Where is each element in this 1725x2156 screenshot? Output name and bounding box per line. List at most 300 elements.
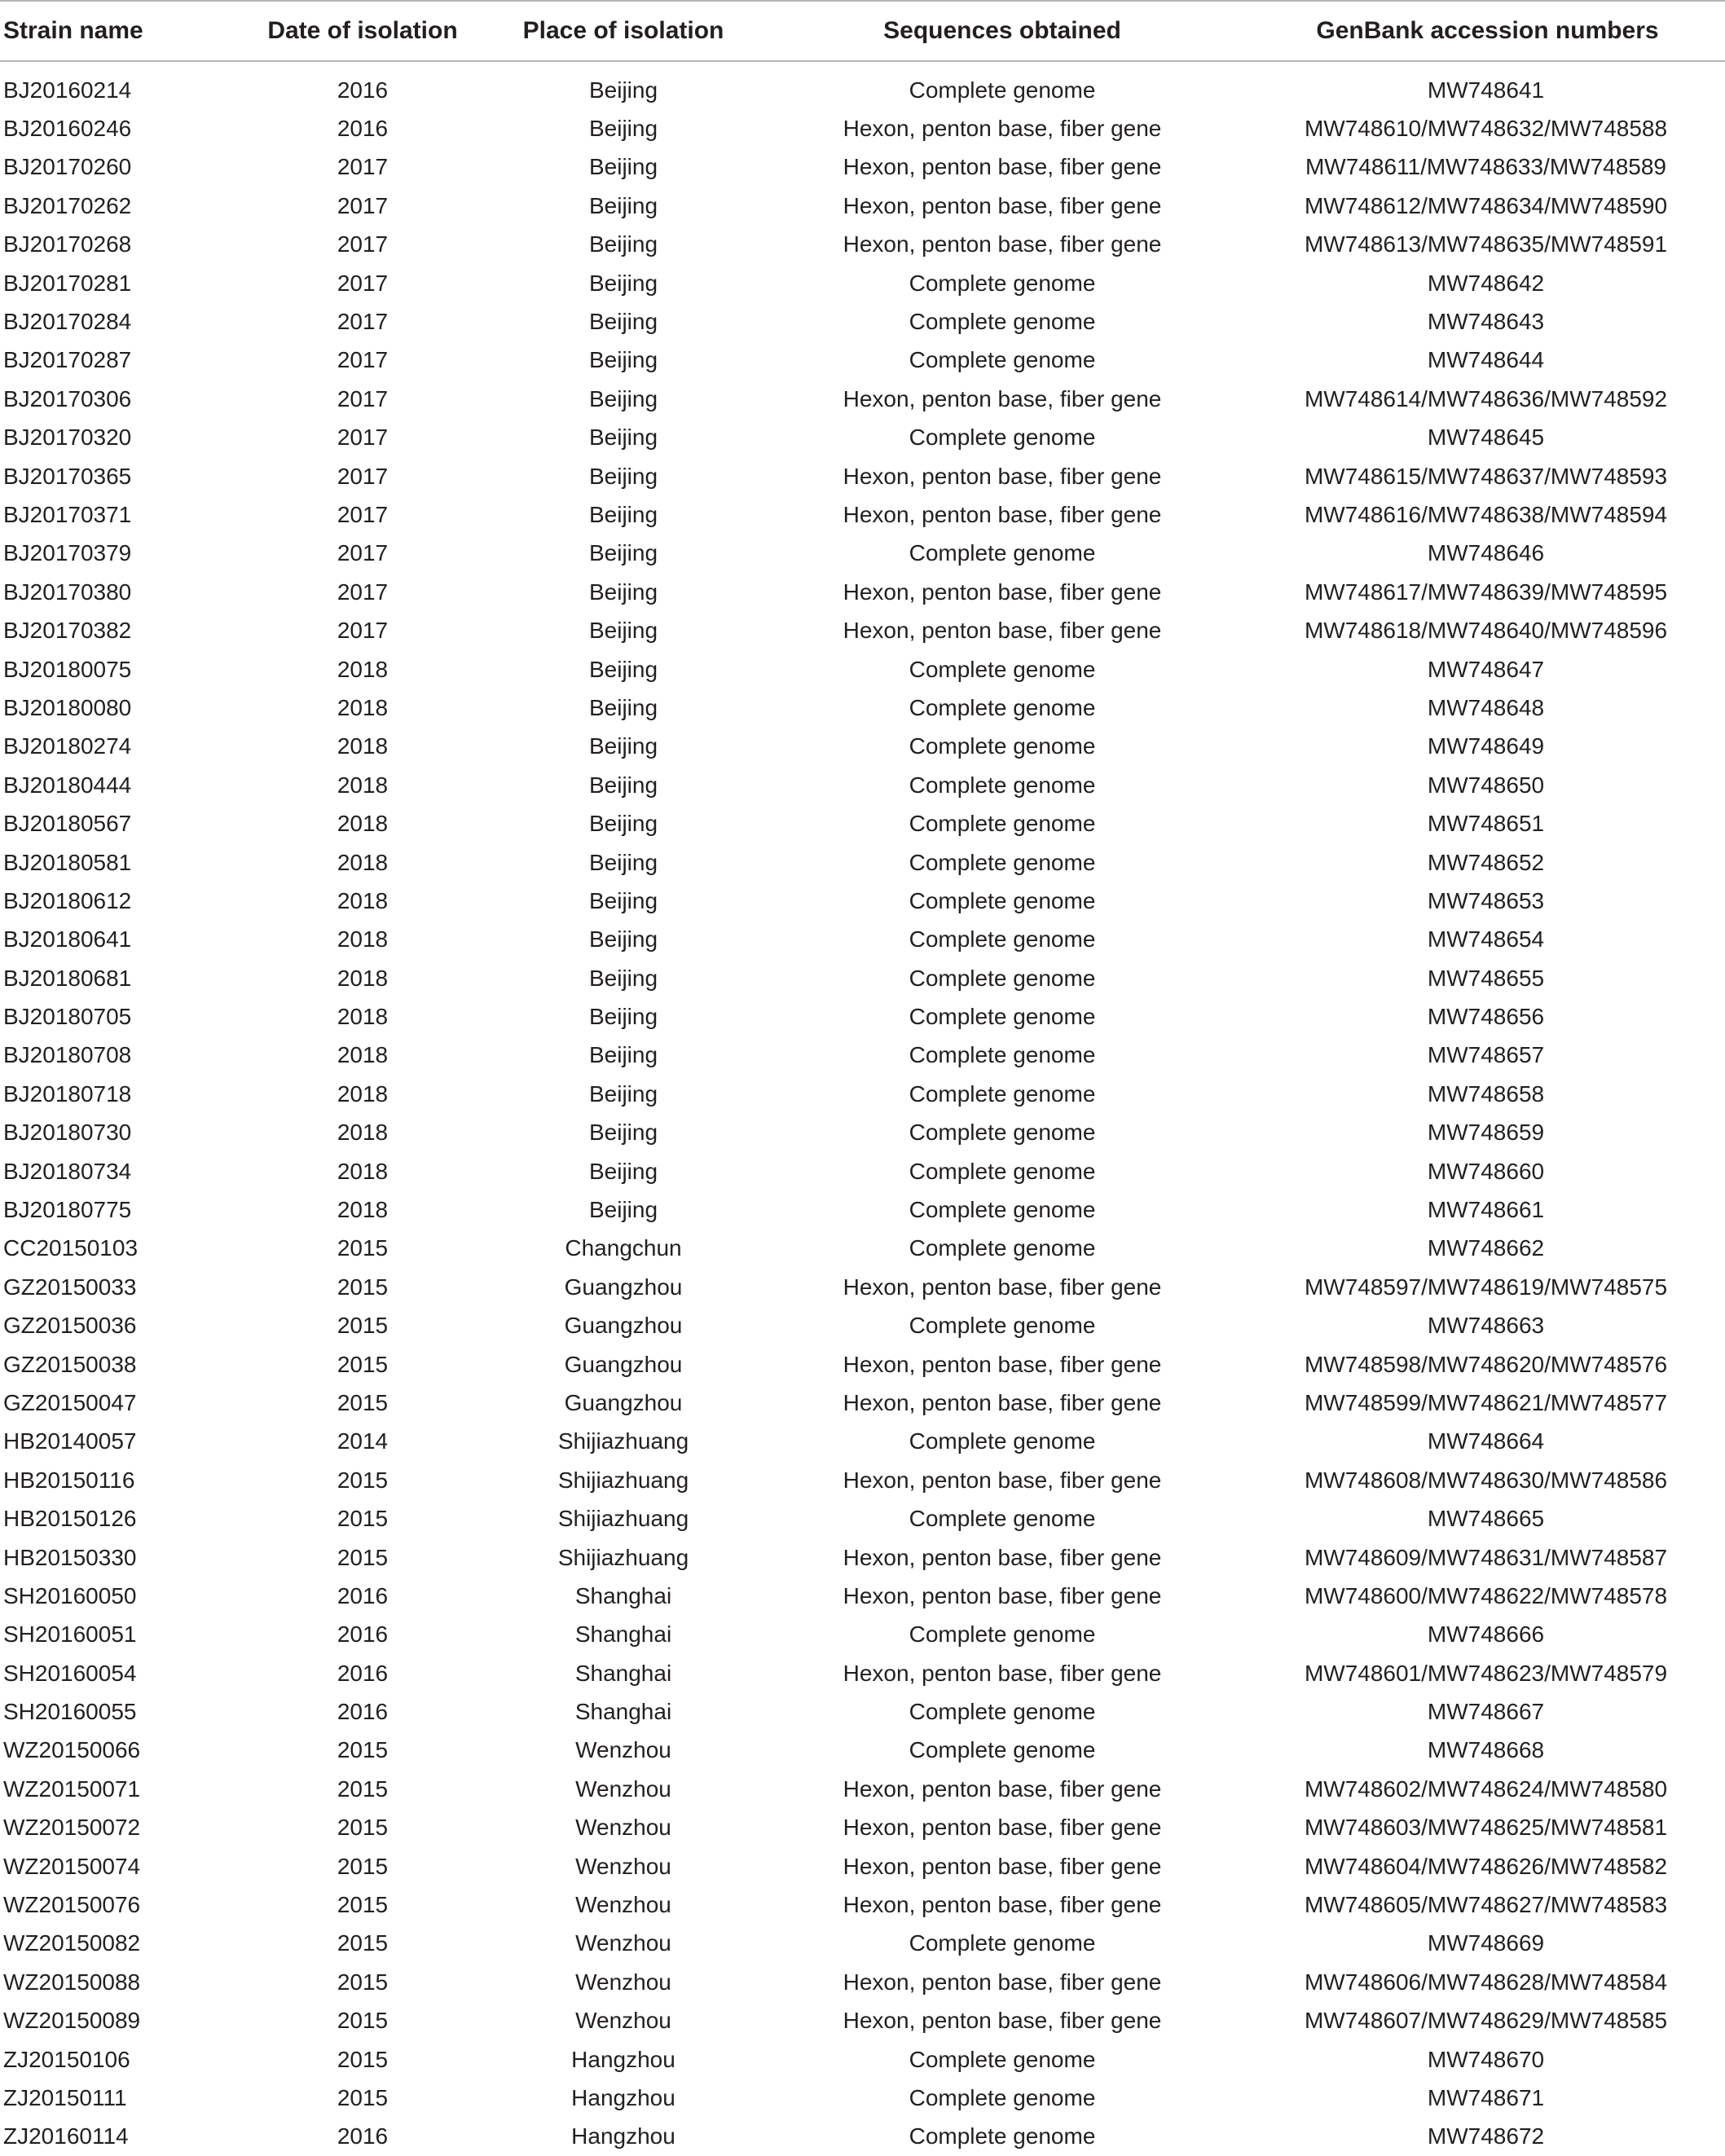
accession-cell: MW748609/MW748631/MW748587 bbox=[1304, 1544, 1668, 1570]
strain-name-cell: HB20140057 bbox=[3, 1428, 137, 1454]
table-row bbox=[0, 1692, 1725, 1731]
table-row bbox=[0, 689, 1725, 727]
strain-name-cell: BJ20160214 bbox=[3, 77, 132, 103]
table-row bbox=[0, 419, 1725, 457]
strain-name-cell: HB20150116 bbox=[3, 1467, 135, 1493]
strain-name-cell: BJ20160246 bbox=[3, 116, 132, 142]
strain-name-cell: SH20160050 bbox=[3, 1582, 137, 1608]
header-sequences-obtained: Sequences obtained bbox=[883, 17, 1121, 44]
place-cell: Beijing bbox=[588, 887, 658, 913]
strain-name-cell: BJ20180075 bbox=[3, 656, 132, 682]
date-cell: 2015 bbox=[337, 1853, 389, 1879]
date-cell: 2015 bbox=[337, 1930, 389, 1956]
strain-name-cell: WZ20150089 bbox=[3, 2008, 141, 2034]
accession-cell: MW748657 bbox=[1427, 1042, 1545, 1068]
accession-cell: MW748659 bbox=[1427, 1120, 1545, 1146]
strain-name-cell: WZ20150071 bbox=[3, 1775, 141, 1802]
date-cell: 2015 bbox=[337, 1235, 389, 1261]
date-cell: 2018 bbox=[337, 772, 389, 798]
table-row bbox=[0, 1654, 1725, 1692]
date-cell: 2015 bbox=[337, 1544, 389, 1570]
date-cell: 2017 bbox=[337, 425, 389, 451]
date-cell: 2015 bbox=[337, 2046, 389, 2072]
date-cell: 2015 bbox=[337, 2085, 389, 2110]
place-cell: Beijing bbox=[588, 1197, 658, 1223]
table-row bbox=[0, 2040, 1725, 2079]
accession-cell: MW748669 bbox=[1427, 1930, 1545, 1956]
date-cell: 2017 bbox=[337, 231, 389, 257]
accession-cell: MW748652 bbox=[1427, 849, 1545, 875]
date-cell: 2015 bbox=[337, 1389, 389, 1415]
sequences-cell: Complete genome bbox=[909, 1042, 1096, 1068]
table-row bbox=[0, 882, 1725, 920]
date-cell: 2018 bbox=[337, 1197, 389, 1223]
accession-cell: MW748601/MW748623/MW748579 bbox=[1304, 1660, 1668, 1686]
strain-name-cell: CC20150103 bbox=[3, 1235, 139, 1261]
table-row bbox=[0, 573, 1725, 611]
accession-cell: MW748658 bbox=[1427, 1080, 1545, 1107]
place-cell: Wenzhou bbox=[575, 1930, 671, 1956]
accession-cell: MW748605/MW748627/MW748583 bbox=[1304, 1892, 1668, 1918]
accession-cell: MW748656 bbox=[1427, 1004, 1545, 1030]
sequences-cell: Hexon, penton base, fiber gene bbox=[843, 463, 1162, 489]
strain-name-cell: WZ20150076 bbox=[3, 1892, 141, 1918]
strain-name-cell: BJ20170379 bbox=[3, 540, 132, 566]
sequences-cell: Complete genome bbox=[909, 1235, 1096, 1261]
sequences-cell: Hexon, penton base, fiber gene bbox=[843, 154, 1162, 180]
strain-name-cell: BJ20180567 bbox=[3, 811, 132, 837]
place-cell: Beijing bbox=[588, 1004, 658, 1030]
table-row bbox=[0, 650, 1725, 689]
place-cell: Beijing bbox=[588, 501, 658, 527]
header-strain-name: Strain name bbox=[3, 17, 143, 44]
accession-cell: MW748668 bbox=[1427, 1737, 1545, 1763]
sequences-cell: Complete genome bbox=[909, 1699, 1096, 1725]
strain-name-cell: BJ20170380 bbox=[3, 579, 132, 605]
date-cell: 2017 bbox=[337, 309, 389, 335]
table-row bbox=[0, 1423, 1725, 1461]
accession-cell: MW748618/MW748640/MW748596 bbox=[1304, 618, 1668, 644]
table-row bbox=[0, 766, 1725, 804]
table-row bbox=[0, 1925, 1725, 1963]
date-cell: 2017 bbox=[337, 540, 389, 566]
date-cell: 2016 bbox=[337, 2123, 389, 2149]
strain-name-cell: GZ20150036 bbox=[3, 1313, 137, 1339]
date-cell: 2015 bbox=[337, 1969, 389, 1995]
place-cell: Wenzhou bbox=[575, 1853, 671, 1879]
strain-name-cell: BJ20180708 bbox=[3, 1042, 132, 1068]
date-cell: 2018 bbox=[337, 1042, 389, 1068]
strain-name-cell: BJ20170260 bbox=[3, 154, 132, 180]
table-row bbox=[0, 1499, 1725, 1538]
accession-cell: MW748662 bbox=[1427, 1235, 1545, 1261]
place-cell: Guangzhou bbox=[564, 1313, 683, 1339]
accession-cell: MW748602/MW748624/MW748580 bbox=[1304, 1775, 1668, 1802]
strain-name-cell: BJ20170281 bbox=[3, 270, 132, 296]
sequences-cell: Hexon, penton base, fiber gene bbox=[843, 1351, 1162, 1377]
table-row bbox=[0, 1885, 1725, 1924]
place-cell: Beijing bbox=[588, 579, 658, 605]
strain-name-cell: HB20150330 bbox=[3, 1544, 137, 1570]
table-row bbox=[0, 1461, 1725, 1499]
accession-cell: MW748661 bbox=[1427, 1197, 1545, 1223]
date-cell: 2016 bbox=[337, 77, 389, 103]
strain-name-cell: BJ20180612 bbox=[3, 887, 132, 913]
place-cell: Beijing bbox=[588, 965, 658, 991]
place-cell: Beijing bbox=[588, 154, 658, 180]
strain-name-cell: BJ20170284 bbox=[3, 309, 132, 335]
date-cell: 2018 bbox=[337, 1004, 389, 1030]
place-cell: Beijing bbox=[588, 270, 658, 296]
date-cell: 2017 bbox=[337, 270, 389, 296]
strain-name-cell: BJ20170371 bbox=[3, 501, 132, 527]
date-cell: 2015 bbox=[337, 1274, 389, 1300]
sequences-cell: Complete genome bbox=[909, 1120, 1096, 1146]
place-cell: Beijing bbox=[588, 1042, 658, 1068]
place-cell: Guangzhou bbox=[564, 1351, 683, 1377]
table-row bbox=[0, 1809, 1725, 1847]
strain-name-cell: BJ20170268 bbox=[3, 231, 132, 257]
sequences-cell: Hexon, penton base, fiber gene bbox=[843, 1544, 1162, 1570]
accession-cell: MW748600/MW748622/MW748578 bbox=[1304, 1582, 1668, 1608]
date-cell: 2016 bbox=[337, 1621, 389, 1648]
date-cell: 2015 bbox=[337, 1506, 389, 1532]
sequences-cell: Hexon, penton base, fiber gene bbox=[843, 1467, 1162, 1493]
sequences-cell: Hexon, penton base, fiber gene bbox=[843, 116, 1162, 142]
sequences-cell: Complete genome bbox=[909, 1313, 1096, 1339]
table-row bbox=[0, 1036, 1725, 1075]
date-cell: 2015 bbox=[337, 1775, 389, 1802]
sequences-cell: Complete genome bbox=[909, 811, 1096, 837]
date-cell: 2015 bbox=[337, 1737, 389, 1763]
accession-cell: MW748645 bbox=[1427, 425, 1545, 451]
table-row bbox=[0, 1538, 1725, 1577]
place-cell: Beijing bbox=[588, 1080, 658, 1107]
accession-cell: MW748671 bbox=[1427, 2085, 1545, 2110]
table-row bbox=[0, 921, 1725, 959]
date-cell: 2018 bbox=[337, 887, 389, 913]
sequences-cell: Hexon, penton base, fiber gene bbox=[843, 1274, 1162, 1300]
place-cell: Wenzhou bbox=[575, 1969, 671, 1995]
place-cell: Shanghai bbox=[574, 1699, 672, 1725]
sequences-cell: Complete genome bbox=[909, 887, 1096, 913]
strain-name-cell: WZ20150088 bbox=[3, 1969, 141, 1995]
table-row bbox=[0, 611, 1725, 649]
place-cell: Beijing bbox=[588, 116, 658, 142]
sequences-cell: Hexon, penton base, fiber gene bbox=[843, 579, 1162, 605]
strain-name-cell: BJ20180274 bbox=[3, 733, 132, 759]
table-row bbox=[0, 804, 1725, 843]
strain-name-cell: GZ20150038 bbox=[3, 1351, 137, 1377]
accession-cell: MW748607/MW748629/MW748585 bbox=[1304, 2008, 1668, 2034]
accession-cell: MW748598/MW748620/MW748576 bbox=[1304, 1351, 1668, 1377]
date-cell: 2015 bbox=[337, 1313, 389, 1339]
strain-name-cell: ZJ20150111 bbox=[3, 2085, 127, 2110]
place-cell: Shanghai bbox=[574, 1621, 672, 1648]
sequences-cell: Complete genome bbox=[909, 2123, 1096, 2149]
accession-cell: MW748610/MW748632/MW748588 bbox=[1304, 116, 1668, 142]
place-cell: Shijiazhuang bbox=[557, 1467, 689, 1493]
accession-cell: MW748653 bbox=[1427, 887, 1545, 913]
sequences-cell: Complete genome bbox=[909, 1506, 1096, 1532]
table-row bbox=[0, 1075, 1725, 1113]
accession-cell: MW748604/MW748626/MW748582 bbox=[1304, 1853, 1668, 1879]
accession-cell: MW748599/MW748621/MW748577 bbox=[1304, 1389, 1668, 1415]
place-cell: Beijing bbox=[588, 540, 658, 566]
sequences-cell: Hexon, penton base, fiber gene bbox=[843, 618, 1162, 644]
place-cell: Beijing bbox=[588, 463, 658, 489]
strain-name-cell: SH20160055 bbox=[3, 1699, 137, 1725]
accession-cell: MW748597/MW748619/MW748575 bbox=[1304, 1274, 1668, 1300]
table-row bbox=[0, 728, 1725, 766]
table-row bbox=[0, 2118, 1725, 2156]
strain-name-cell: BJ20180718 bbox=[3, 1080, 132, 1107]
strain-name-cell: BJ20170262 bbox=[3, 192, 132, 218]
strain-name-cell: SH20160054 bbox=[3, 1660, 137, 1686]
table-body bbox=[0, 62, 1725, 2156]
table-row bbox=[0, 264, 1725, 302]
date-cell: 2015 bbox=[337, 2008, 389, 2034]
sequences-cell: Complete genome bbox=[909, 1004, 1096, 1030]
strain-name-cell: BJ20170287 bbox=[3, 347, 132, 373]
accession-cell: MW748649 bbox=[1427, 733, 1545, 759]
date-cell: 2016 bbox=[337, 116, 389, 142]
table-row bbox=[0, 148, 1725, 187]
sequences-cell: Complete genome bbox=[909, 1080, 1096, 1107]
accession-cell: MW748606/MW748628/MW748584 bbox=[1304, 1969, 1668, 1995]
sequences-cell: Complete genome bbox=[909, 540, 1096, 566]
table-row bbox=[0, 1847, 1725, 1885]
date-cell: 2018 bbox=[337, 965, 389, 991]
accession-cell: MW748666 bbox=[1427, 1621, 1545, 1648]
strain-name-cell: BJ20180734 bbox=[3, 1158, 132, 1184]
accession-cell: MW748603/MW748625/MW748581 bbox=[1304, 1815, 1668, 1841]
table-row bbox=[0, 1731, 1725, 1770]
sequences-cell: Hexon, penton base, fiber gene bbox=[843, 1853, 1162, 1879]
table-row bbox=[0, 1577, 1725, 1615]
table-row bbox=[0, 1114, 1725, 1152]
date-cell: 2015 bbox=[337, 1815, 389, 1841]
place-cell: Beijing bbox=[588, 425, 658, 451]
accession-cell: MW748670 bbox=[1427, 2046, 1545, 2072]
strain-name-cell: WZ20150066 bbox=[3, 1737, 141, 1763]
date-cell: 2017 bbox=[337, 463, 389, 489]
table-row bbox=[0, 1152, 1725, 1190]
place-cell: Guangzhou bbox=[564, 1389, 683, 1415]
table-row bbox=[0, 2079, 1725, 2117]
strain-name-cell: BJ20170365 bbox=[3, 463, 132, 489]
sequences-cell: Complete genome bbox=[909, 77, 1096, 103]
strain-name-cell: ZJ20160114 bbox=[3, 2123, 129, 2149]
accession-cell: MW748663 bbox=[1427, 1313, 1545, 1339]
strain-name-cell: BJ20180705 bbox=[3, 1004, 132, 1030]
place-cell: Shijiazhuang bbox=[557, 1544, 689, 1570]
date-cell: 2014 bbox=[337, 1428, 389, 1454]
strain-name-cell: GZ20150047 bbox=[3, 1389, 137, 1415]
place-cell: Beijing bbox=[588, 811, 658, 837]
sequences-cell: Hexon, penton base, fiber gene bbox=[843, 1969, 1162, 1995]
date-cell: 2018 bbox=[337, 849, 389, 875]
table-row bbox=[0, 1307, 1725, 1345]
table-row bbox=[0, 71, 1725, 109]
accession-cell: MW748644 bbox=[1427, 347, 1545, 373]
strain-name-cell: ZJ20150106 bbox=[3, 2046, 130, 2072]
table-row bbox=[0, 1345, 1725, 1384]
place-cell: Wenzhou bbox=[575, 2008, 671, 2034]
accession-cell: MW748611/MW748633/MW748589 bbox=[1305, 154, 1667, 180]
accession-cell: MW748648 bbox=[1427, 694, 1545, 720]
place-cell: Changchun bbox=[565, 1235, 682, 1261]
accession-cell: MW748651 bbox=[1427, 811, 1545, 837]
strain-name-cell: BJ20170306 bbox=[3, 385, 132, 411]
strain-name-cell: BJ20180080 bbox=[3, 694, 132, 720]
table-row bbox=[0, 843, 1725, 882]
strain-name-cell: GZ20150033 bbox=[3, 1274, 137, 1300]
table-row bbox=[0, 495, 1725, 534]
table-row bbox=[0, 187, 1725, 225]
sequences-cell: Hexon, penton base, fiber gene bbox=[843, 1389, 1162, 1415]
table-row bbox=[0, 1963, 1725, 2001]
place-cell: Shijiazhuang bbox=[557, 1506, 689, 1532]
accession-cell: MW748650 bbox=[1427, 772, 1545, 798]
place-cell: Guangzhou bbox=[564, 1274, 683, 1300]
sequences-cell: Complete genome bbox=[909, 694, 1096, 720]
date-cell: 2015 bbox=[337, 1351, 389, 1377]
accession-cell: MW748665 bbox=[1427, 1506, 1545, 1532]
accession-cell: MW748642 bbox=[1427, 270, 1545, 296]
place-cell: Shanghai bbox=[574, 1660, 672, 1686]
sequences-cell: Complete genome bbox=[909, 1737, 1096, 1763]
accession-cell: MW748641 bbox=[1427, 77, 1545, 103]
table-row bbox=[0, 226, 1725, 264]
strain-name-cell: BJ20180730 bbox=[3, 1120, 132, 1146]
place-cell: Hangzhou bbox=[571, 2123, 675, 2149]
sequences-cell: Complete genome bbox=[909, 270, 1096, 296]
sequences-cell: Complete genome bbox=[909, 1197, 1096, 1223]
accession-cell: MW748608/MW748630/MW748586 bbox=[1304, 1467, 1668, 1493]
place-cell: Beijing bbox=[588, 347, 658, 373]
date-cell: 2017 bbox=[337, 501, 389, 527]
accession-cell: MW748664 bbox=[1427, 1428, 1545, 1454]
accession-cell: MW748617/MW748639/MW748595 bbox=[1304, 579, 1668, 605]
place-cell: Wenzhou bbox=[575, 1737, 671, 1763]
place-cell: Beijing bbox=[588, 77, 658, 103]
date-cell: 2017 bbox=[337, 154, 389, 180]
sequences-cell: Complete genome bbox=[909, 2046, 1096, 2072]
strain-name-cell: BJ20170382 bbox=[3, 618, 132, 644]
place-cell: Beijing bbox=[588, 733, 658, 759]
date-cell: 2016 bbox=[337, 1699, 389, 1725]
strain-name-cell: BJ20180444 bbox=[3, 772, 132, 798]
place-cell: Hangzhou bbox=[571, 2046, 675, 2072]
sequences-cell: Hexon, penton base, fiber gene bbox=[843, 192, 1162, 218]
place-cell: Beijing bbox=[588, 309, 658, 335]
accession-cell: MW748660 bbox=[1427, 1158, 1545, 1184]
sequences-cell: Complete genome bbox=[909, 2085, 1096, 2110]
accession-cell: MW748612/MW748634/MW748590 bbox=[1304, 192, 1668, 218]
strain-name-cell: BJ20180581 bbox=[3, 849, 132, 875]
date-cell: 2018 bbox=[337, 694, 389, 720]
table-row bbox=[0, 302, 1725, 341]
sequences-cell: Complete genome bbox=[909, 733, 1096, 759]
place-cell: Beijing bbox=[588, 694, 658, 720]
date-cell: 2018 bbox=[337, 733, 389, 759]
accession-cell: MW748647 bbox=[1427, 656, 1545, 682]
place-cell: Beijing bbox=[588, 618, 658, 644]
place-cell: Hangzhou bbox=[571, 2085, 675, 2110]
date-cell: 2017 bbox=[337, 347, 389, 373]
table-row bbox=[0, 1268, 1725, 1306]
date-cell: 2017 bbox=[337, 618, 389, 644]
place-cell: Shanghai bbox=[574, 1582, 672, 1608]
accession-cell: MW748616/MW748638/MW748594 bbox=[1304, 501, 1668, 527]
accession-cell: MW748646 bbox=[1427, 540, 1545, 566]
place-cell: Beijing bbox=[588, 926, 658, 953]
accession-cell: MW748654 bbox=[1427, 926, 1545, 953]
table-row bbox=[0, 997, 1725, 1036]
strain-name-cell: WZ20150072 bbox=[3, 1815, 141, 1841]
accession-cell: MW748615/MW748637/MW748593 bbox=[1304, 463, 1668, 489]
date-cell: 2015 bbox=[337, 1467, 389, 1493]
sequences-cell: Complete genome bbox=[909, 965, 1096, 991]
date-cell: 2018 bbox=[337, 811, 389, 837]
place-cell: Wenzhou bbox=[575, 1892, 671, 1918]
date-cell: 2017 bbox=[337, 579, 389, 605]
date-cell: 2017 bbox=[337, 192, 389, 218]
sequences-cell: Complete genome bbox=[909, 1428, 1096, 1454]
strain-name-cell: BJ20180775 bbox=[3, 1197, 132, 1223]
place-cell: Shijiazhuang bbox=[557, 1428, 689, 1454]
sequences-cell: Complete genome bbox=[909, 1930, 1096, 1956]
table-row bbox=[0, 2002, 1725, 2040]
place-cell: Beijing bbox=[588, 231, 658, 257]
table-header bbox=[0, 0, 1725, 62]
sequences-cell: Complete genome bbox=[909, 1158, 1096, 1184]
place-cell: Beijing bbox=[588, 1158, 658, 1184]
table-row bbox=[0, 380, 1725, 418]
table-row bbox=[0, 1770, 1725, 1808]
date-cell: 2016 bbox=[337, 1660, 389, 1686]
date-cell: 2018 bbox=[337, 926, 389, 953]
sequences-cell: Hexon, penton base, fiber gene bbox=[843, 2008, 1162, 2034]
date-cell: 2018 bbox=[337, 1120, 389, 1146]
strain-name-cell: WZ20150082 bbox=[3, 1930, 141, 1956]
sequences-cell: Complete genome bbox=[909, 849, 1096, 875]
accession-cell: MW748613/MW748635/MW748591 bbox=[1304, 231, 1668, 257]
date-cell: 2018 bbox=[337, 1158, 389, 1184]
date-cell: 2017 bbox=[337, 385, 389, 411]
sequences-cell: Complete genome bbox=[909, 926, 1096, 953]
sequences-cell: Complete genome bbox=[909, 309, 1096, 335]
date-cell: 2018 bbox=[337, 656, 389, 682]
table-row bbox=[0, 1230, 1725, 1268]
table-row bbox=[0, 1384, 1725, 1422]
place-cell: Wenzhou bbox=[575, 1775, 671, 1802]
sequences-cell: Hexon, penton base, fiber gene bbox=[843, 1815, 1162, 1841]
header-genbank-accession: GenBank accession numbers bbox=[1316, 17, 1659, 44]
strain-name-cell: BJ20170320 bbox=[3, 425, 132, 451]
accession-cell: MW748655 bbox=[1427, 965, 1545, 991]
sequences-cell: Hexon, penton base, fiber gene bbox=[843, 1775, 1162, 1802]
header-place-of-isolation: Place of isolation bbox=[522, 17, 724, 44]
table-row bbox=[0, 457, 1725, 495]
strain-name-cell: SH20160051 bbox=[3, 1621, 137, 1648]
sequences-cell: Complete genome bbox=[909, 772, 1096, 798]
strain-name-cell: BJ20180681 bbox=[3, 965, 132, 991]
strain-name-cell: HB20150126 bbox=[3, 1506, 137, 1532]
sequences-cell: Complete genome bbox=[909, 347, 1096, 373]
date-cell: 2015 bbox=[337, 1892, 389, 1918]
